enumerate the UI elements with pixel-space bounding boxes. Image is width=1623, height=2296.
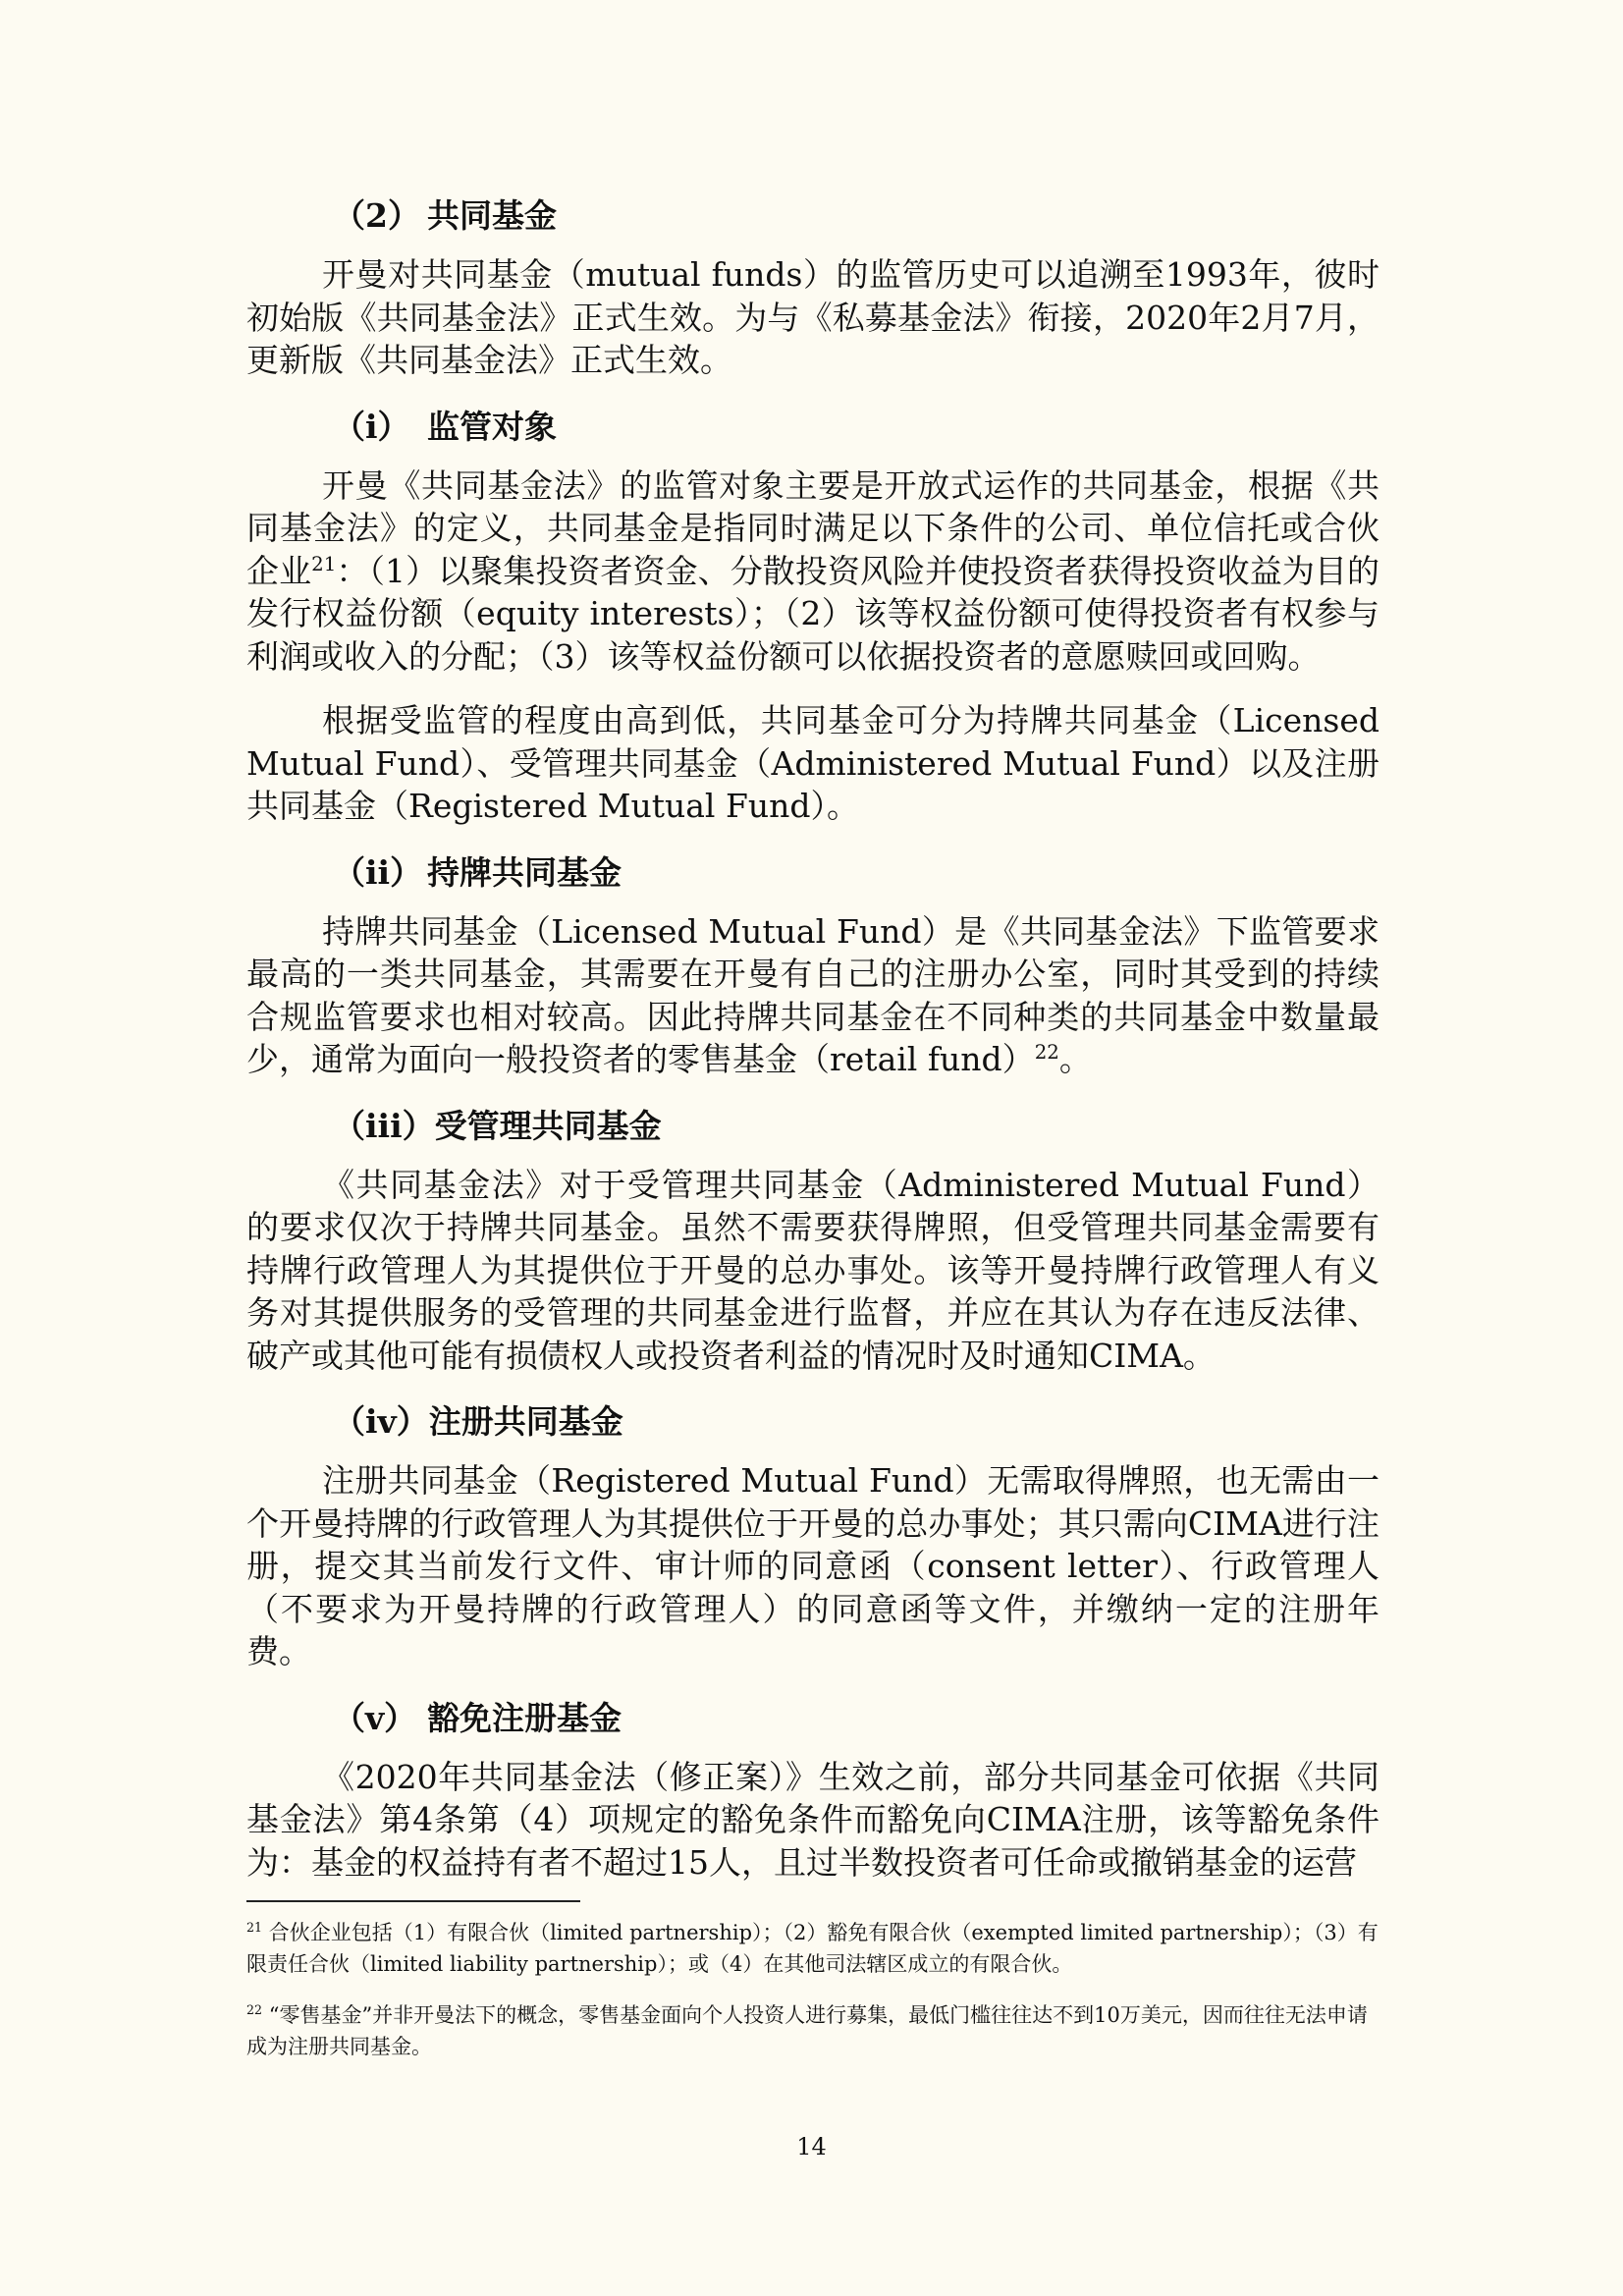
paragraph-text: 持牌共同基金（Licensed Mutual Fund）是《共同基金法》下监管要求最高的一类共同基金，其需要在开曼有自己的注册办公室，同时其受到的持续合规监管要求也相对较高。因此持牌共同基金在不同种类的共同基金中数量最少，通常为面向一般投资者的零售基金（retail fund） — [246, 911, 1380, 1078]
subheading-ii — [246, 849, 1380, 897]
subheading-title: 注册共同基金 — [428, 1402, 623, 1441]
footnote-divider — [246, 1900, 580, 1902]
subheading-i — [246, 404, 1380, 451]
subheading-number: （iii） — [333, 1106, 435, 1145]
section-heading — [246, 192, 1380, 240]
footnote-22 — [246, 1999, 1380, 2062]
footnote-21 — [246, 1917, 1380, 1980]
paragraph-licensed-fund — [246, 910, 1380, 1081]
paragraph-regulated-objects — [246, 465, 1380, 679]
paragraph-registered-fund: 注册共同基金（Registered Mutual Fund）无需取得牌照，也无需由一个开曼持牌的行政管理人为其提供位于开曼的总办事处；其只需向CIMA进行注册，提交其当前发行文件、审计师的同意函（consent letter）、行政管理人（不要求为开曼持牌的行政管理人）的同意函等文件，并缴纳一定的注册年费。 — [246, 1461, 1380, 1670]
paragraph-administered-fund: 《共同基金法》对于受管理共同基金（Administered Mutual Fund）的要求仅次于持牌共同基金。虽然不需要获得牌照，但受管理共同基金需要有持牌行政管理人为其提供位于开曼的总办事处。该等开曼持牌行政管理人有义务对其提供服务的受管理的共同基金进行监督，并应在其认为存在违反法律、破产或其他可能有损债权人或投资者利益的情况时及时通知CIMA。 — [246, 1165, 1380, 1375]
paragraph-text: 。 — [1058, 1040, 1092, 1078]
footnotes — [246, 1917, 1380, 2082]
footnote-text: “零售基金”并非开曼法下的概念，零售基金面向个人投资人进行募集，最低门槛往往达不到10万美元，因而往往无法申请成为注册共同基金。 — [246, 2003, 1368, 2058]
subheading-title: 豁免注册基金 — [427, 1698, 622, 1737]
subheading-iii — [246, 1103, 1380, 1150]
footnote-ref-22[interactable]: 22 — [1034, 1041, 1059, 1064]
paragraph-text: ：（1）以聚集投资者资金、分散投资风险并使投资者获得投资收益为目的发行权益份额（equity interests）；（2）该等权益份额可使得投资者有权参与利润或收入的分配；（3）该等权益份额可以依据投资者的意愿赎回或回购。 — [246, 551, 1380, 676]
paragraph-history: 开曼对共同基金（mutual funds）的监管历史可以追溯至1993年，彼时初始版《共同基金法》正式生效。为与《私募基金法》衔接，2020年2月7月，更新版《共同基金法》正式生效。 — [246, 255, 1380, 379]
subheading-title: 监管对象 — [427, 407, 557, 446]
page-number: 14 — [796, 2133, 827, 2160]
subheading-number: （ii） — [333, 852, 423, 892]
footnote-text: 合伙企业包括（1）有限合伙（limited partnership）；（2）豁免有限合伙（exempted limited partnership）；（3）有限责任合伙（limited liability partnership）；或（4）在其他司法辖区成立的有限合伙。 — [246, 1921, 1379, 1976]
subheading-iv — [246, 1398, 1380, 1446]
subheading-title: 受管理共同基金 — [434, 1106, 662, 1145]
footnote-mark: 22 — [246, 2002, 263, 2017]
section-title: 共同基金 — [427, 196, 557, 235]
subheading-title: 持牌共同基金 — [427, 852, 622, 892]
document-body — [246, 192, 1380, 1905]
subheading-number: （v） — [333, 1698, 417, 1737]
footnote-ref-21[interactable]: 21 — [311, 552, 337, 575]
paragraph-exempted-fund: 《2020年共同基金法（修正案）》生效之前，部分共同基金可依据《共同基金法》第4条第（4）项规定的豁免条件而豁免向CIMA注册，该等豁免条件为：基金的权益持有者不超过15人，且过半数投资者可任命或撤销基金的运营 — [246, 1757, 1380, 1882]
footnote-mark: 21 — [246, 1920, 263, 1935]
subheading-v — [246, 1695, 1380, 1742]
subheading-number: （iv） — [333, 1402, 429, 1441]
paragraph-text: 开曼《共同基金法》的监管对象主要是开放式运作的共同基金，根据《共同基金法》的定义，共同基金是指同时满足以下条件的公司、单位信托或合伙企业 — [246, 465, 1380, 590]
section-number: （2） — [333, 196, 420, 235]
subheading-number: （i） — [333, 407, 410, 446]
paragraph-fund-types: 根据受监管的程度由高到低，共同基金可分为持牌共同基金（Licensed Mutual Fund）、受管理共同基金（Administered Mutual Fund）以及注册共同基金（Registered Mutual Fund）。 — [246, 701, 1380, 825]
